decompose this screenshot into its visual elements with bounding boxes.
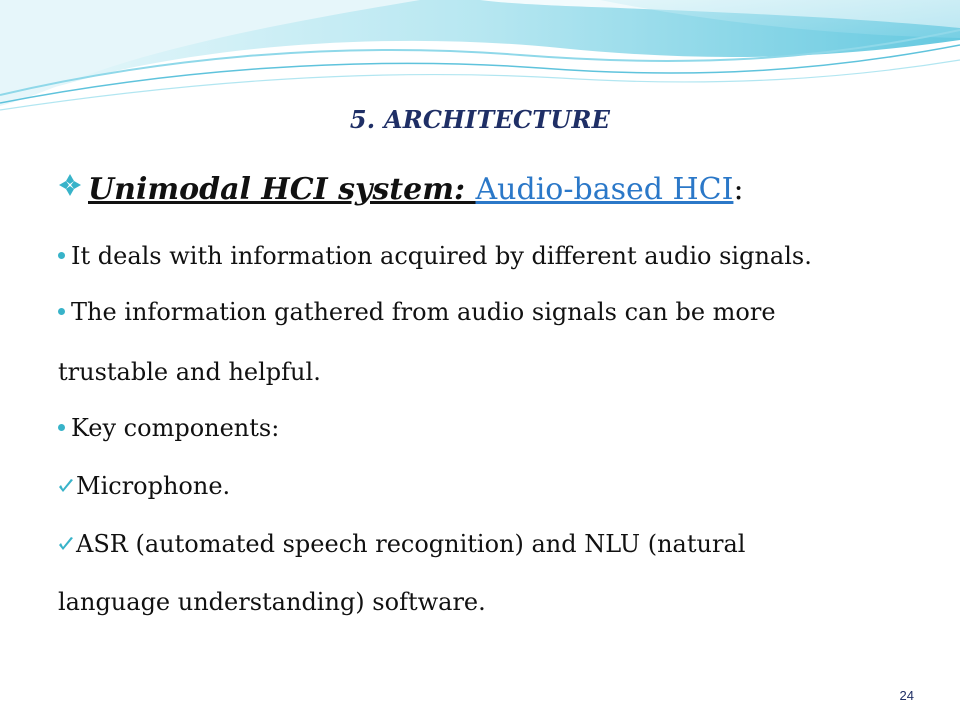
check-continuation-text: language understanding) software.	[58, 588, 486, 616]
dot-bullet-icon	[58, 252, 65, 259]
bullet-text: The information gathered from audio signals can be more	[71, 298, 776, 326]
audio-based-hci-link[interactable]: Audio-based HCI	[475, 172, 734, 207]
dot-bullet-icon	[58, 424, 65, 431]
bullet-continuation-text: trustable and helpful.	[58, 358, 321, 386]
dot-bullet-icon	[58, 308, 65, 315]
bullet-continuation	[58, 356, 321, 388]
heading-colon: :	[733, 172, 744, 207]
checkmark-icon	[58, 536, 74, 552]
bullet-item	[58, 296, 776, 328]
bullet-item	[58, 240, 812, 272]
check-item	[58, 528, 745, 560]
section-title: 5. ARCHITECTURE	[349, 105, 611, 134]
page-number: 24	[899, 688, 914, 703]
diamond-bullet-icon	[58, 173, 82, 197]
heading-line	[58, 170, 744, 210]
bullet-text: It deals with information acquired by different audio signals.	[71, 242, 812, 270]
check-item	[58, 470, 230, 502]
check-continuation	[58, 586, 486, 618]
bullet-item	[58, 412, 279, 444]
header-wave-decoration	[0, 0, 960, 120]
check-text: ASR (automated speech recognition) and NLU (natural	[76, 530, 746, 558]
checkmark-icon	[58, 478, 74, 494]
check-text: Microphone.	[76, 472, 231, 500]
heading-main-text: Unimodal HCI system:	[88, 172, 476, 207]
bullet-text: Key components:	[71, 414, 280, 442]
